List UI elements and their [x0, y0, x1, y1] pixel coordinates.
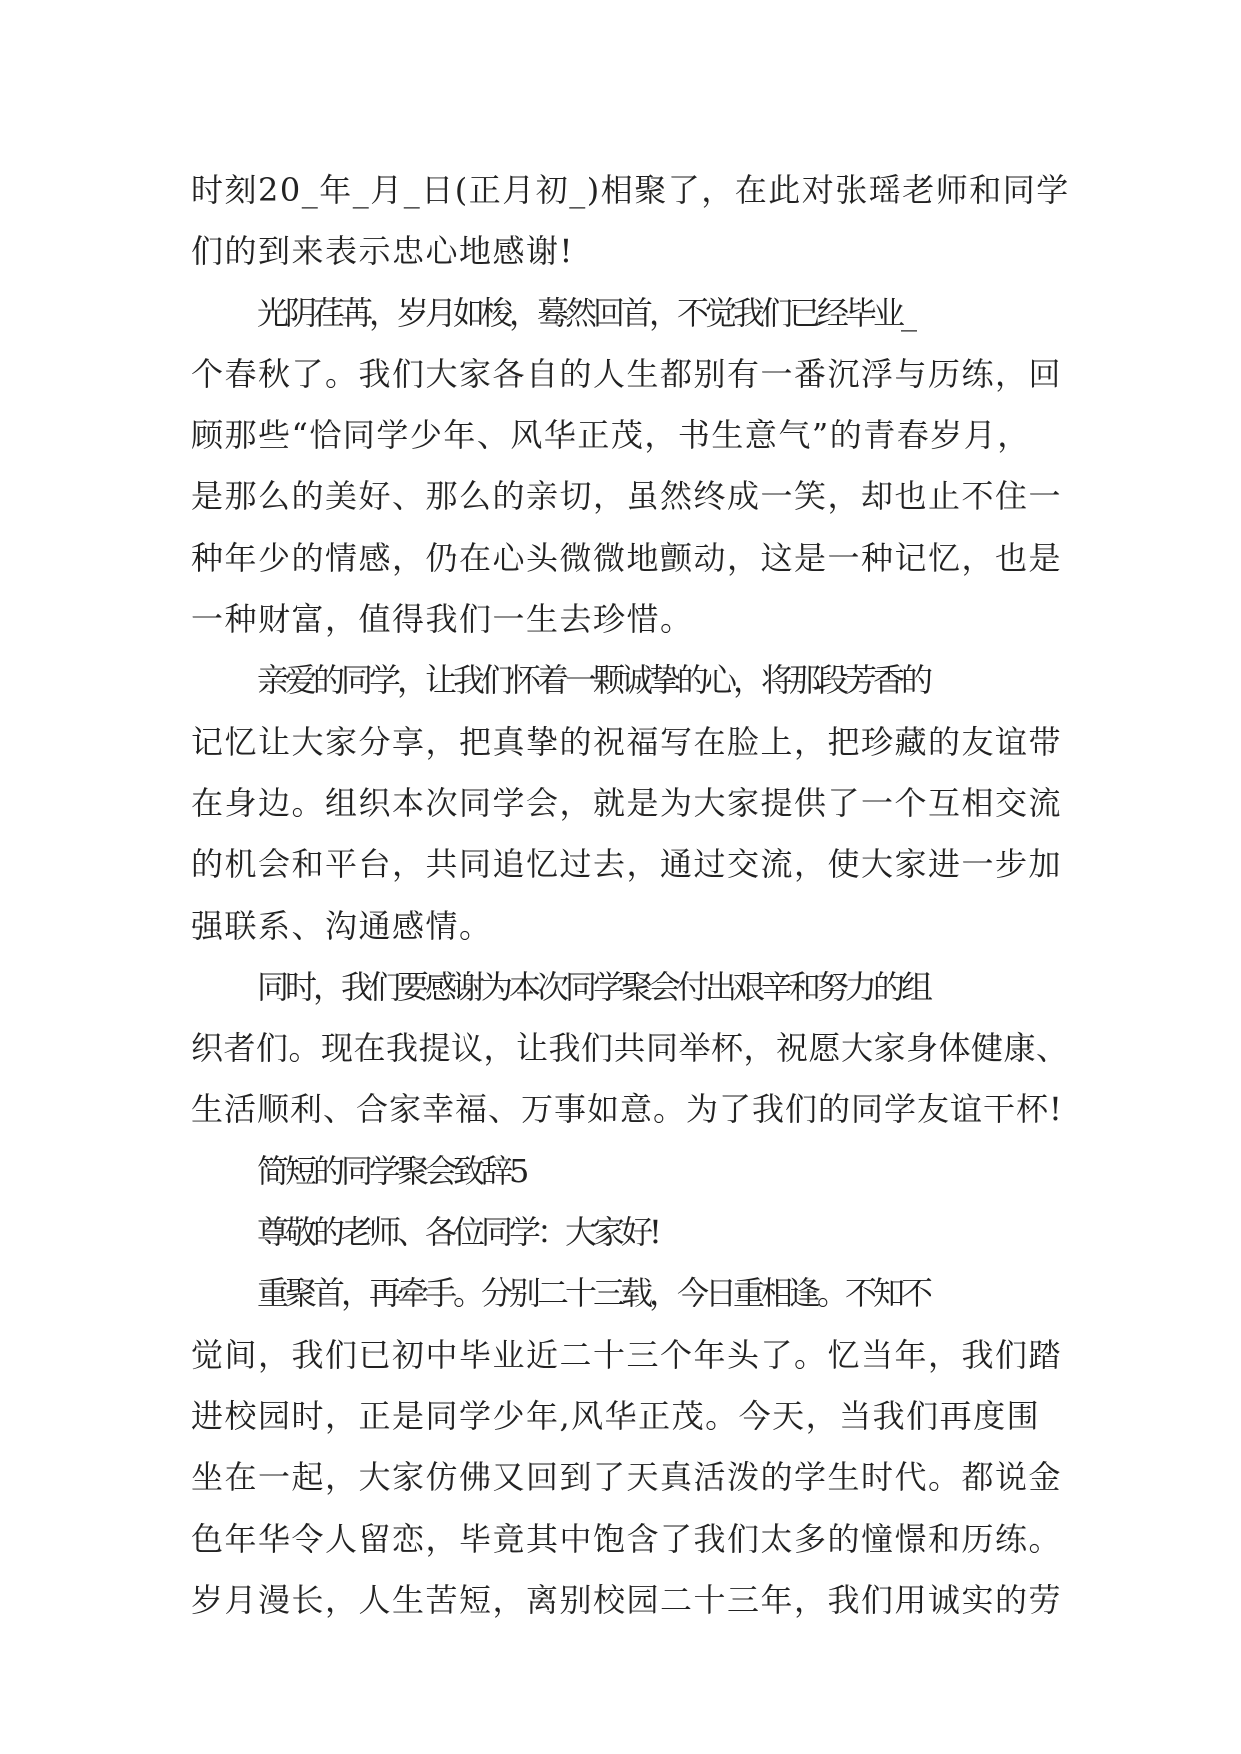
text-line: 们的到来表示忠心地感谢! — [191, 232, 574, 271]
text-line: 种年少的情感，仍在心头微微地颤动，这是一种记忆，也是 — [191, 538, 1063, 577]
text-line: 在身边。组织本次同学会，就是为大家提供了一个互相交流 — [191, 783, 1063, 822]
text-line: 觉间，我们已初中毕业近二十三个年头了。忆当年，我们踏 — [191, 1335, 1063, 1374]
text-line: 简短的同学聚会致辞5 — [257, 1151, 526, 1190]
text-line: 岁月漫长，人生苦短，离别校园二十三年，我们用诚实的劳 — [191, 1580, 1063, 1619]
text-line: 织者们。现在我提议，让我们共同举杯，祝愿大家身体健康、 — [191, 1029, 1069, 1068]
text-line: 尊敬的老师、各位同学：大家好! — [257, 1213, 658, 1252]
document-body — [191, 160, 1071, 1631]
text-line: 时刻20_年_月_日(正月初_)相聚了，在此对张瑶老师和同学 — [191, 171, 1070, 209]
text-line: 顾那些“恰同学少年、风华正茂，书生意气”的青春岁月， — [191, 416, 1031, 455]
text-line: 强联系、沟通感情。 — [191, 906, 493, 945]
text-line: 进校园时，正是同学少年,风华正茂。今天，当我们再度围 — [191, 1396, 1041, 1435]
text-line: 个春秋了。我们大家各自的人生都别有一番沉浮与历练，回 — [191, 354, 1063, 393]
text-line: 生活顺利、合家幸福、万事如意。为了我们的同学友谊干杯! — [191, 1090, 1063, 1129]
text-line: 重聚首，再牵手。分别二十三载，今日重相逢。不知不 — [257, 1274, 930, 1313]
text-line: 同时，我们要感谢为本次同学聚会付出艰辛和努力的组 — [257, 967, 930, 1006]
text-line: 色年华令人留恋，毕竟其中饱含了我们太多的憧憬和历练。 — [191, 1519, 1063, 1558]
text-line: 是那么的美好、那么的亲切，虽然终成一笑，却也止不住一 — [191, 477, 1063, 516]
text-line: 记忆让大家分享，把真挚的祝福写在脸上，把珍藏的友谊带 — [191, 722, 1063, 761]
text-line: 的机会和平台，共同追忆过去，通过交流，使大家进一步加 — [191, 845, 1063, 884]
text-line: 亲爱的同学，让我们怀着一颗诚挚的心，将那段芳香的 — [257, 661, 930, 700]
text-line: 光阴荏苒，岁月如梭，蓦然回首，不觉我们已经毕业_ — [257, 293, 914, 332]
text-line: 坐在一起，大家仿佛又回到了天真活泼的学生时代。都说金 — [191, 1458, 1063, 1497]
text-line: 一种财富，值得我们一生去珍惜。 — [191, 600, 694, 639]
